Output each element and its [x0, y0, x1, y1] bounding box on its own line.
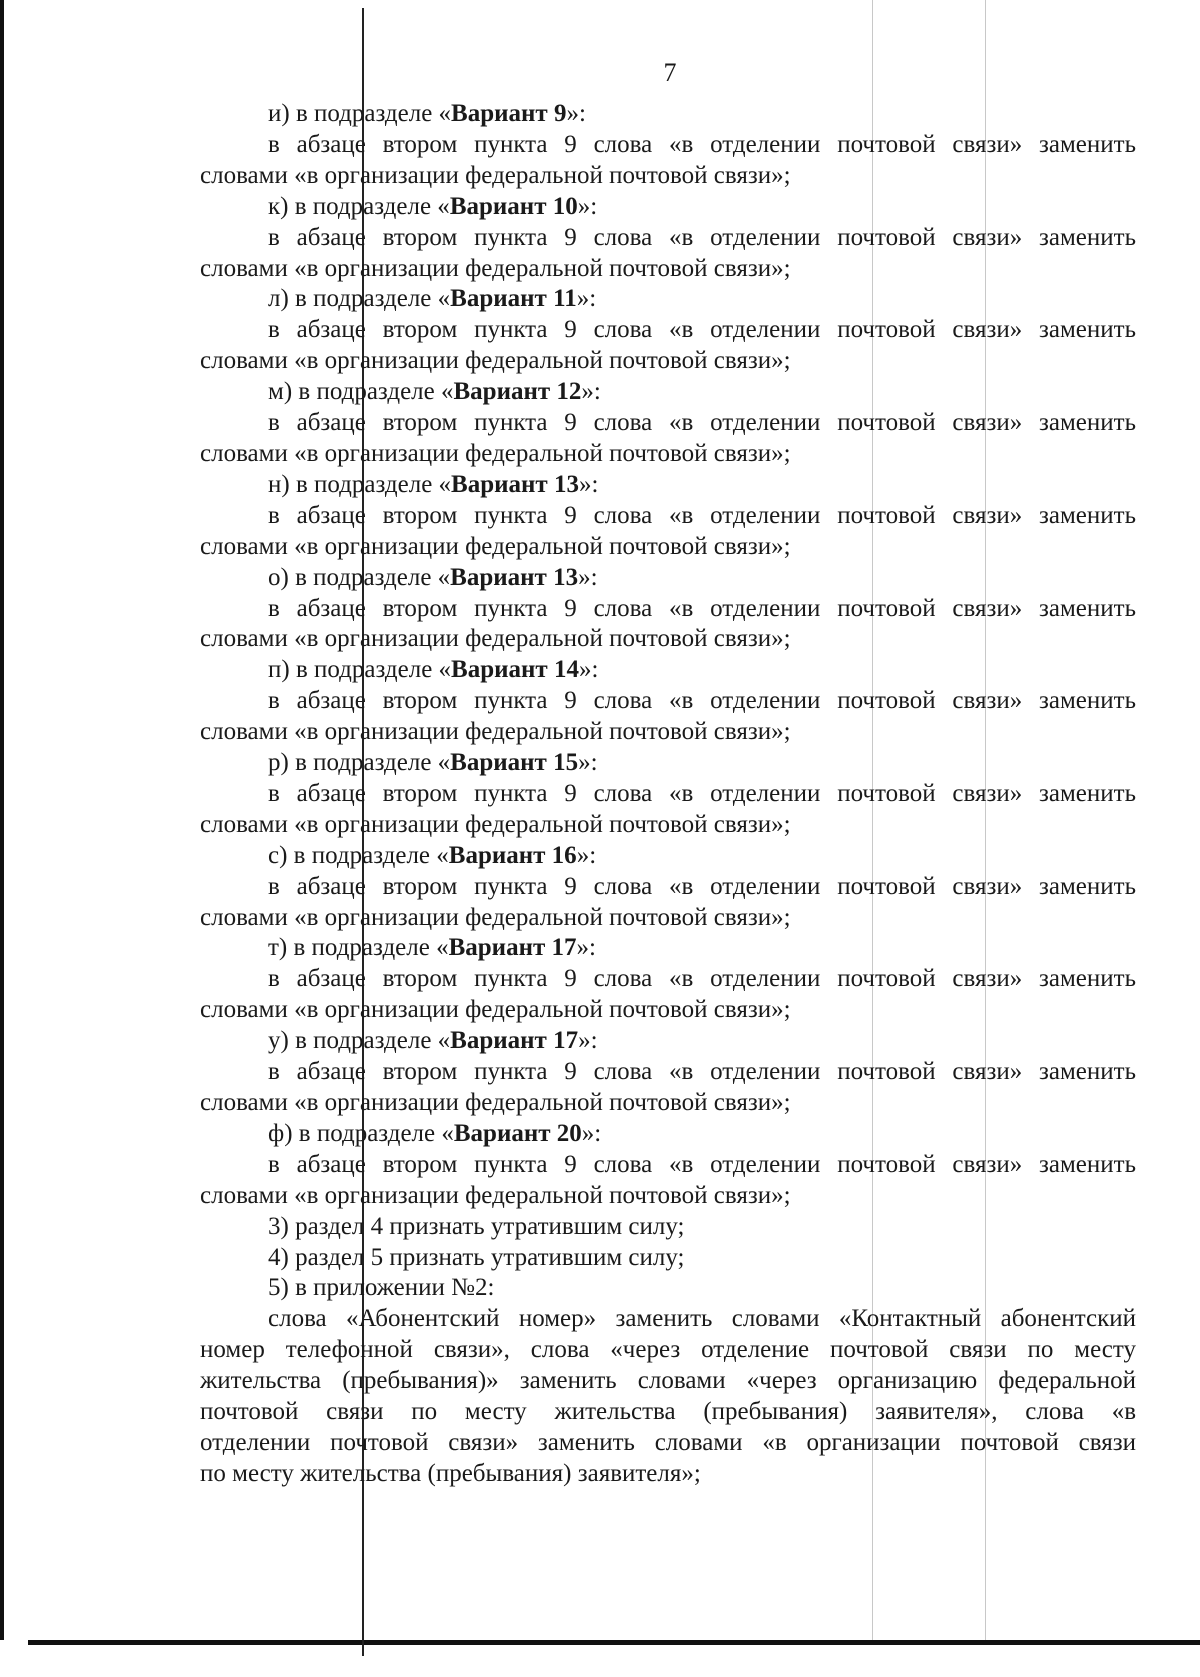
point-5: 5) в приложении №2: [268, 1274, 495, 1302]
paragraph-line: в абзаце втором пункта 9 слова «в отделении почтовой связи» заменить [268, 779, 1136, 807]
paragraph-line: в абзаце втором пункта 9 слова «в отделении почтовой связи» заменить [268, 965, 1136, 993]
paragraph-line: словами «в организации федеральной почтовой связи»; [200, 161, 791, 189]
subsection-heading: л) в подразделе «Вариант 11»: [268, 285, 597, 313]
subsection-heading: ф) в подразделе «Вариант 20»: [268, 1119, 602, 1147]
paragraph-line: в абзаце втором пункта 9 слова «в отделении почтовой связи» заменить [268, 409, 1136, 437]
variant-name: Вариант 17 [450, 1027, 579, 1055]
paragraph-line: в абзаце втором пункта 9 слова «в отделении почтовой связи» заменить [268, 130, 1136, 158]
paragraph-line: жительства (пребывания)» заменить словами «через организацию федеральной [200, 1367, 1136, 1395]
subsection-heading: н) в подразделе «Вариант 13»: [268, 470, 599, 498]
paragraph-line: отделении почтовой связи» заменить словами «в организации почтовой связи [200, 1428, 1136, 1456]
paragraph-line: в абзаце втором пункта 9 слова «в отделении почтовой связи» заменить [268, 316, 1136, 344]
paragraph-line: словами «в организации федеральной почтовой связи»; [200, 810, 791, 838]
point-4: 4) раздел 5 признать утратившим силу; [268, 1243, 685, 1271]
variant-name: Вариант 14 [451, 656, 579, 684]
variant-name: Вариант 16 [448, 841, 577, 869]
variant-name: Вариант 13 [450, 563, 579, 591]
variant-name: Вариант 20 [453, 1119, 582, 1147]
paragraph-line: номер телефонной связи», слова «через отделение почтовой связи по месту [200, 1336, 1136, 1364]
paragraph-line: словами «в организации федеральной почтовой связи»; [200, 1089, 791, 1116]
subsection-heading: п) в подразделе «Вариант 14»: [268, 656, 599, 684]
variant-name: Вариант 10 [449, 192, 578, 220]
paragraph-line: в абзаце втором пункта 9 слова «в отделении почтовой связи» заменить [268, 223, 1136, 251]
variant-name: Вариант 13 [451, 470, 579, 498]
paragraph-line: в абзаце втором пункта 9 слова «в отделении почтовой связи» заменить [268, 687, 1136, 715]
paragraph-line: в абзаце втором пункта 9 слова «в отделении почтовой связи» заменить [268, 594, 1136, 622]
point-3: 3) раздел 4 признать утратившим силу; [268, 1212, 685, 1240]
paragraph-line: словами «в организации федеральной почтовой связи»; [200, 718, 791, 746]
paragraph-line: словами «в организации федеральной почтовой связи»; [200, 532, 791, 560]
subsection-heading: у) в подразделе «Вариант 17»: [268, 1027, 598, 1055]
paragraph-line: в абзаце втором пункта 9 слова «в отделении почтовой связи» заменить [268, 501, 1136, 529]
subsection-heading: м) в подразделе «Вариант 12»: [268, 378, 601, 406]
variant-name: Вариант 11 [450, 285, 577, 313]
paragraph-line: в абзаце втором пункта 9 слова «в отделении почтовой связи» заменить [268, 1150, 1136, 1178]
scan-bottom-edge [28, 1640, 1200, 1645]
subsection-heading: р) в подразделе «Вариант 15»: [268, 749, 598, 777]
variant-name: Вариант 12 [453, 378, 582, 406]
subsection-heading: и) в подразделе «Вариант 9»: [268, 100, 586, 127]
document-text [200, 99, 1136, 1490]
paragraph-line: в абзаце втором пункта 9 слова «в отделении почтовой связи» заменить [268, 1058, 1136, 1086]
subsection-heading: т) в подразделе «Вариант 17»: [268, 934, 596, 962]
paragraph-line: по месту жительства (пребывания) заявителя»; [200, 1459, 701, 1487]
subsection-heading: с) в подразделе «Вариант 16»: [268, 841, 597, 869]
paragraph-line: словами «в организации федеральной почтовой связи»; [200, 625, 791, 653]
paragraph-line: словами «в организации федеральной почтовой связи»; [200, 1181, 791, 1209]
paragraph-line: словами «в организации федеральной почтовой связи»; [200, 254, 791, 282]
paragraph-line: словами «в организации федеральной почтовой связи»; [200, 347, 791, 375]
paragraph-line: словами «в организации федеральной почтовой связи»; [200, 439, 791, 467]
paragraph-line: словами «в организации федеральной почтовой связи»; [200, 903, 791, 931]
scan-left-edge [0, 0, 4, 1640]
variant-name: Вариант 17 [448, 934, 577, 962]
subsection-heading: о) в подразделе «Вариант 13»: [268, 563, 598, 591]
variant-name: Вариант 9 [451, 100, 567, 127]
subsection-heading: к) в подразделе «Вариант 10»: [268, 192, 598, 220]
paragraph-line: почтовой связи по месту жительства (пребывания) заявителя», слова «в [200, 1398, 1136, 1426]
paragraph-line: словами «в организации федеральной почтовой связи»; [200, 996, 791, 1024]
page-number: 7 [663, 58, 677, 87]
paragraph-line: слова «Абонентский номер» заменить словами «Контактный абонентский [268, 1305, 1136, 1333]
paragraph-line: в абзаце втором пункта 9 слова «в отделении почтовой связи» заменить [268, 872, 1136, 900]
variant-name: Вариант 15 [450, 749, 579, 777]
